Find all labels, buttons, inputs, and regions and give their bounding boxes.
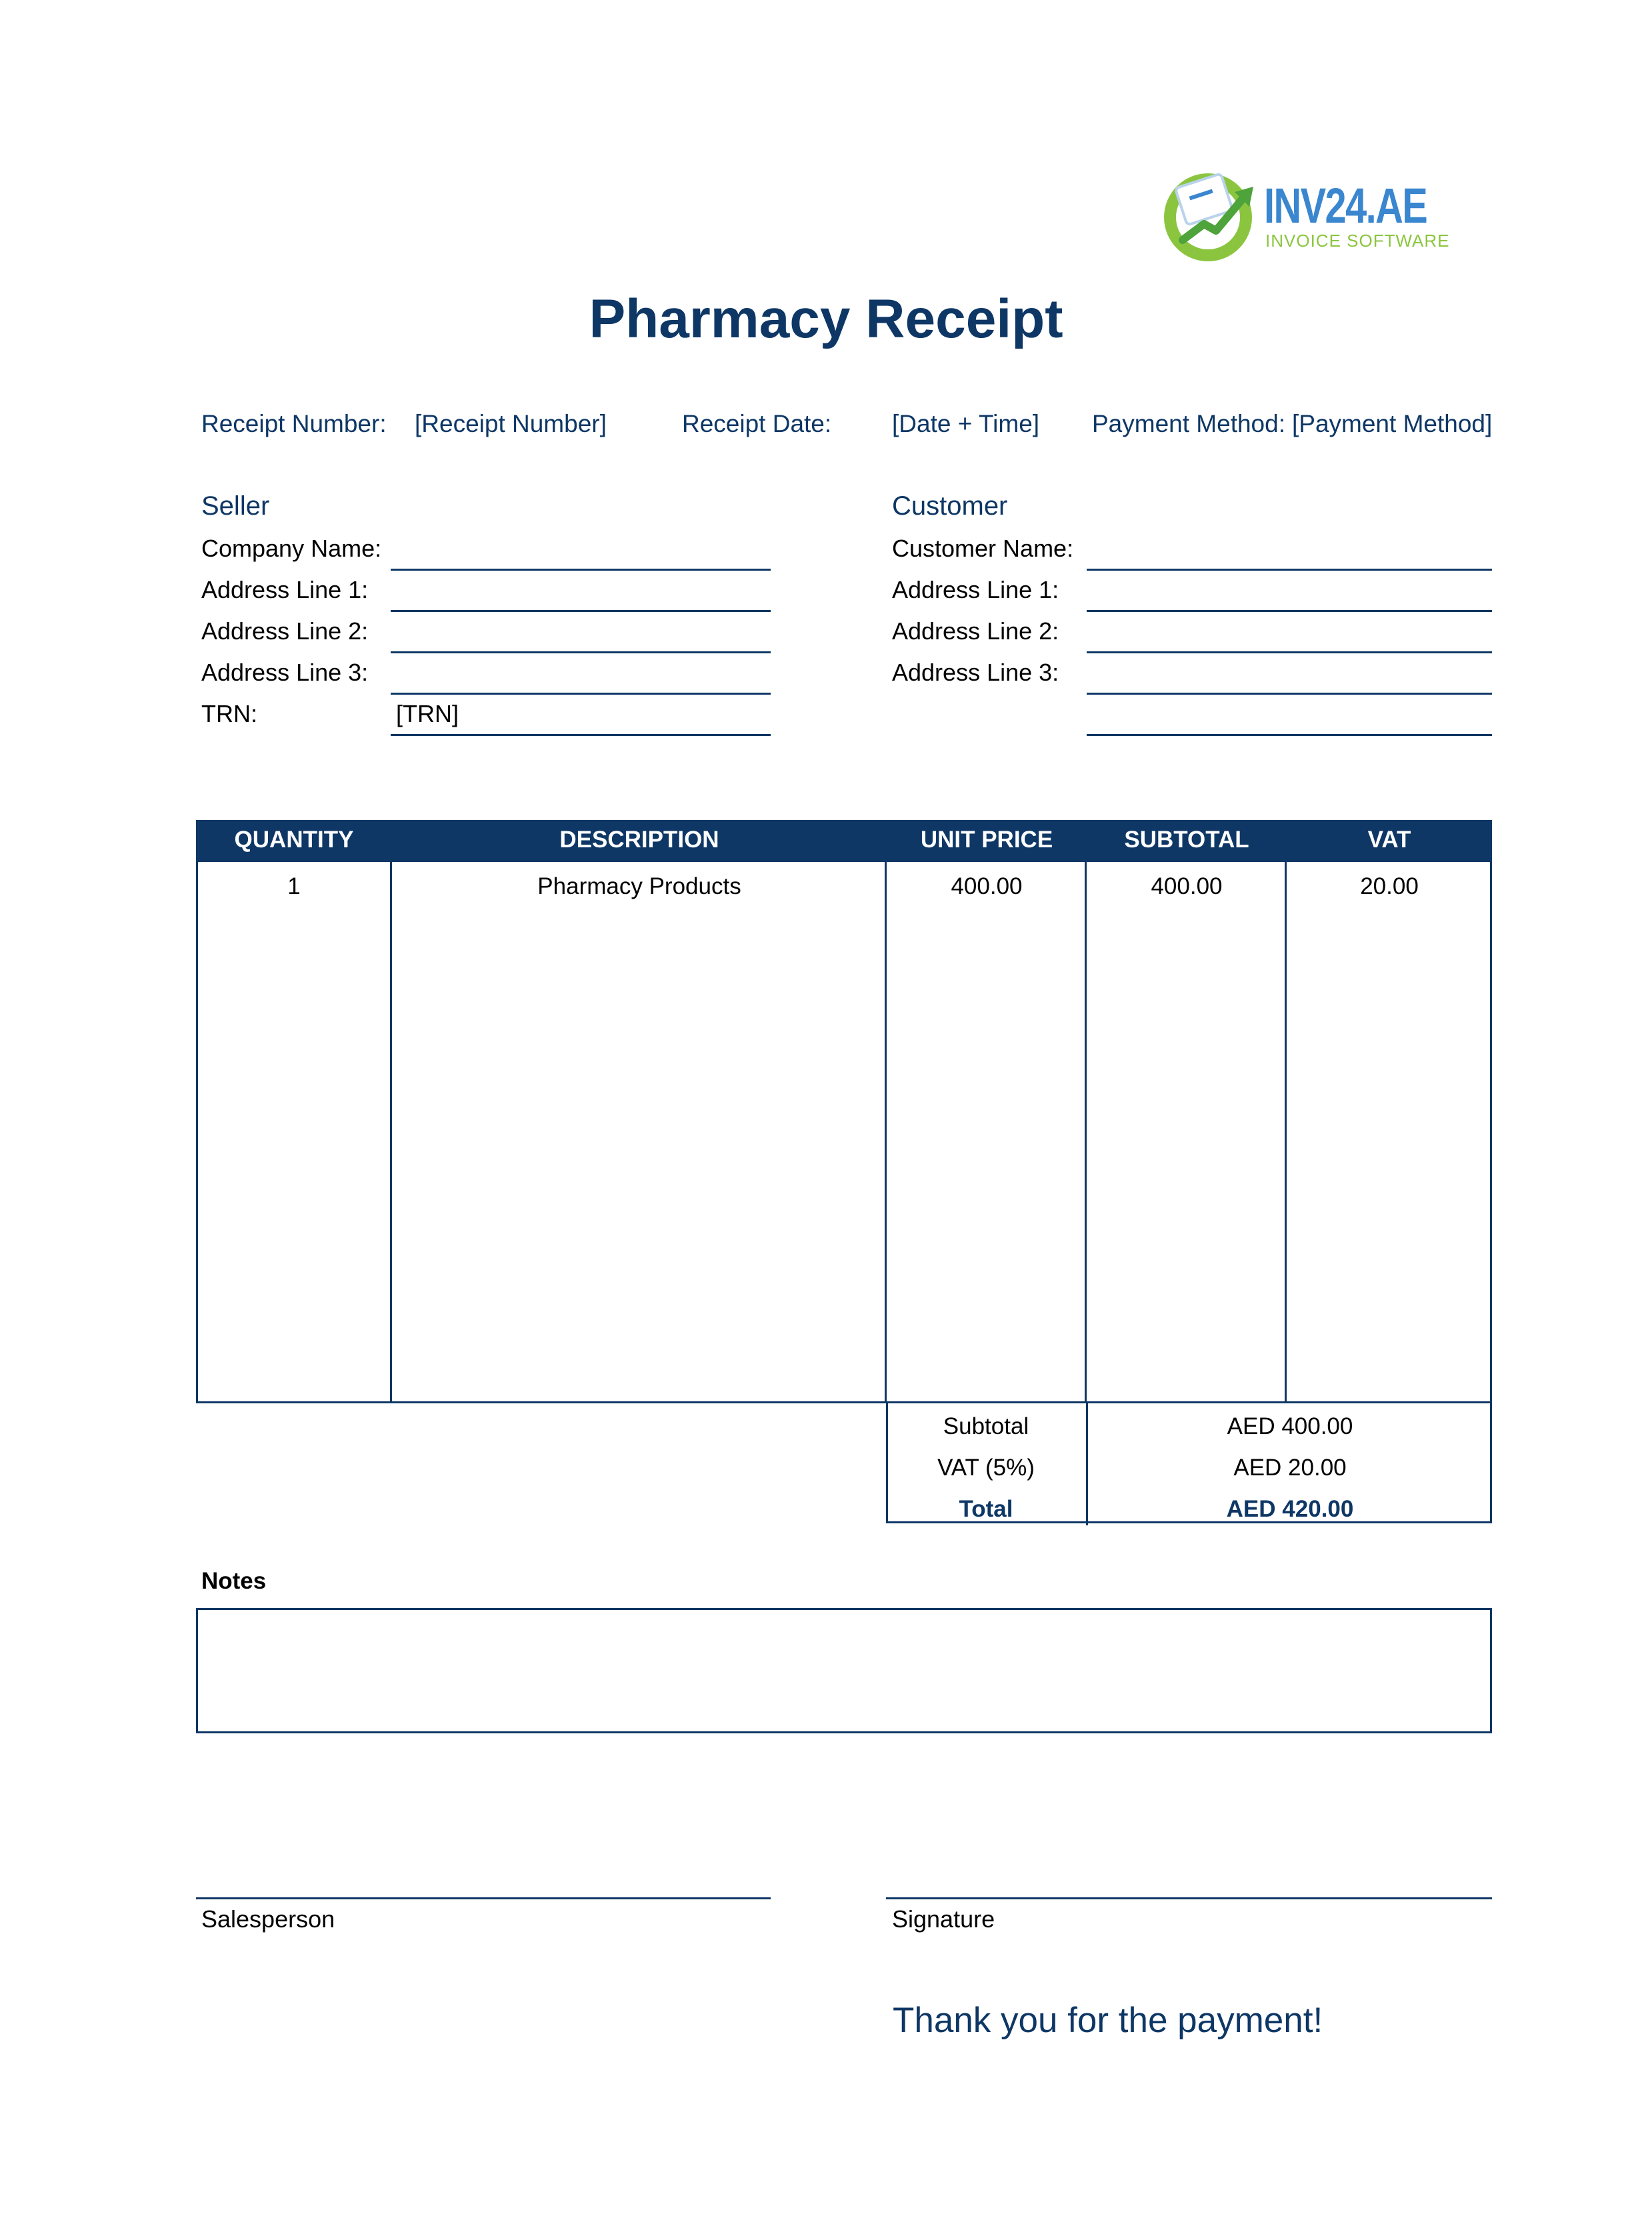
customer-address2-line	[1087, 651, 1492, 653]
logo-badge-icon	[1160, 160, 1267, 267]
seller-trn-value: [TRN]	[396, 700, 459, 727]
total-label: Total	[959, 1496, 1013, 1522]
total-value: AED 420.00	[1226, 1496, 1354, 1522]
items-table	[196, 820, 1492, 1403]
payment-method-label: Payment Method:	[1092, 410, 1285, 437]
column-divider	[1085, 860, 1087, 1403]
customer-address3-label: Address Line 3:	[892, 659, 1059, 686]
cell-description: Pharmacy Products	[537, 873, 741, 899]
seller-address2-line	[391, 651, 771, 653]
customer-name-label: Customer Name:	[892, 535, 1074, 562]
receipt-number-label: Receipt Number:	[201, 410, 387, 437]
salesperson-label: Salesperson	[201, 1905, 335, 1933]
seller-company-name-line	[391, 569, 771, 571]
notes-label: Notes	[201, 1568, 267, 1594]
seller-address2-label: Address Line 2:	[201, 617, 369, 645]
seller-address1-line	[391, 610, 771, 612]
totals-box	[886, 1401, 1492, 1525]
receipt-date-value: [Date + Time]	[892, 410, 1040, 437]
seller-trn-line	[391, 734, 771, 736]
seller-address1-label: Address Line 1:	[201, 576, 369, 603]
cell-quantity: 1	[287, 873, 301, 899]
seller-address3-line	[391, 693, 771, 695]
header-quantity: QUANTITY	[234, 827, 354, 853]
header-description: DESCRIPTION	[559, 827, 719, 853]
notes-box[interactable]	[196, 1608, 1492, 1733]
customer-heading: Customer	[892, 491, 1008, 521]
customer-name-line	[1087, 569, 1492, 571]
seller-trn-label: TRN:	[201, 700, 257, 727]
subtotal-label: Subtotal	[943, 1413, 1029, 1439]
subtotal-value: AED 400.00	[1227, 1413, 1353, 1439]
seller-address3-label: Address Line 3:	[201, 659, 369, 686]
company-logo	[1160, 160, 1467, 267]
seller-heading: Seller	[201, 491, 270, 521]
page-title: Pharmacy Receipt	[589, 289, 1063, 349]
cell-vat: 20.00	[1360, 873, 1419, 899]
cell-subtotal: 400.00	[1151, 873, 1223, 899]
logo-tagline: INVOICE SOFTWARE	[1265, 231, 1450, 251]
header-vat: VAT	[1367, 827, 1411, 853]
logo-brand-text: INV24.AE	[1264, 178, 1427, 233]
thank-you-message: Thank you for the payment!	[893, 2001, 1323, 2040]
customer-address2-label: Address Line 2:	[892, 617, 1059, 645]
customer-address3-line	[1087, 693, 1492, 695]
vat-value: AED 20.00	[1233, 1455, 1347, 1481]
column-divider	[390, 860, 392, 1403]
signature-label: Signature	[892, 1905, 995, 1933]
signature-line	[886, 1897, 1492, 1899]
header-subtotal: SUBTOTAL	[1124, 827, 1249, 853]
column-divider	[885, 860, 887, 1403]
header-unit-price: UNIT PRICE	[920, 827, 1053, 853]
column-divider	[1285, 860, 1287, 1403]
receipt-date-label: Receipt Date:	[682, 410, 832, 437]
customer-address1-label: Address Line 1:	[892, 576, 1059, 603]
customer-address1-line	[1087, 610, 1492, 612]
payment-method-value: [Payment Method]	[1292, 410, 1493, 437]
vat-label: VAT (5%)	[937, 1455, 1035, 1481]
salesperson-line	[196, 1897, 771, 1899]
cell-unit-price: 400.00	[951, 873, 1023, 899]
receipt-number-value: [Receipt Number]	[415, 410, 607, 437]
seller-company-name-label: Company Name:	[201, 535, 382, 562]
customer-extra-line	[1087, 734, 1492, 736]
